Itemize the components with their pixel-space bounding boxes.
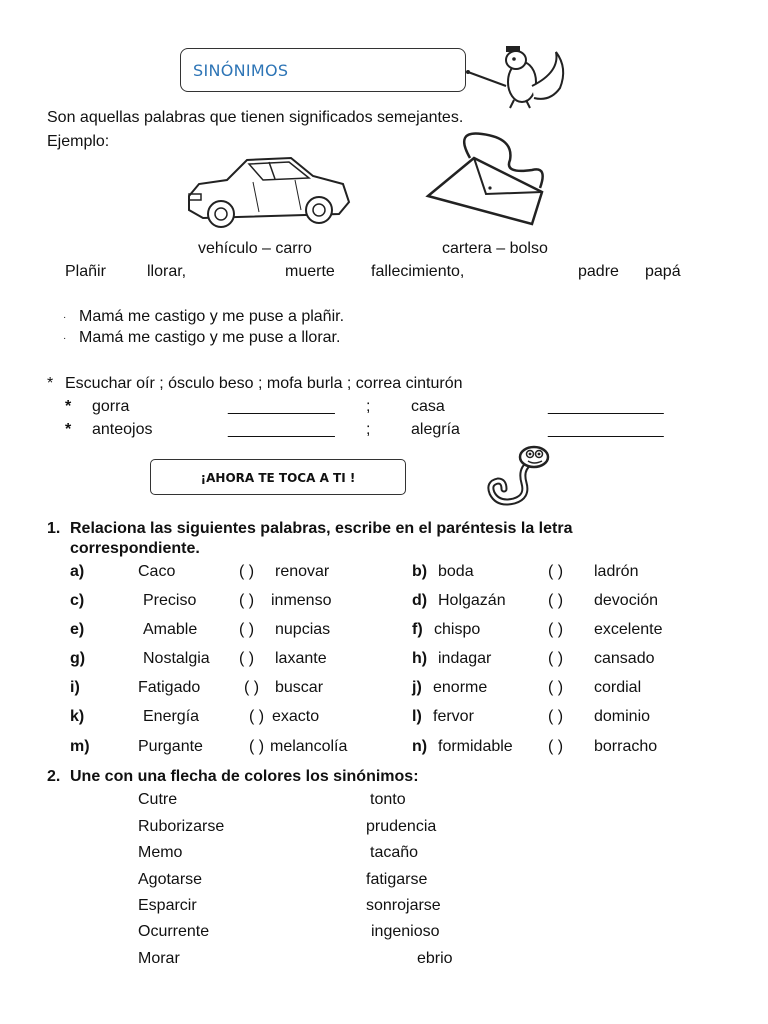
answer-paren[interactable]: ( ) (249, 708, 265, 725)
fill-row-word2: casa (411, 398, 445, 415)
match-word: ladrón (594, 563, 639, 580)
answer-paren[interactable]: ( ) (548, 679, 564, 696)
fill-row-separator: ; (366, 398, 371, 415)
item-letter: h) (412, 650, 428, 667)
fill-blank[interactable]: ____________ (228, 421, 335, 438)
fill-blank[interactable]: _____________ (548, 421, 664, 438)
right-word[interactable]: prudencia (366, 818, 437, 835)
match-word: melancolía (270, 738, 348, 755)
answer-paren[interactable]: ( ) (239, 650, 255, 667)
left-word[interactable]: Ruborizarse (138, 818, 225, 835)
right-word[interactable]: fatigarse (366, 871, 428, 888)
item-word: fervor (433, 708, 474, 725)
fill-row-word: anteojos (92, 421, 153, 438)
match-word: borracho (594, 738, 658, 755)
item-word: Energía (143, 708, 200, 725)
item-letter: f) (412, 621, 423, 638)
left-word[interactable]: Memo (138, 844, 183, 861)
item-letter: b) (412, 563, 428, 580)
answer-paren[interactable]: ( ) (239, 563, 255, 580)
item-letter: m) (70, 738, 90, 755)
match-word: dominio (594, 708, 651, 725)
item-word: enorme (433, 679, 488, 696)
item-letter: l) (412, 708, 422, 725)
bullet-marker: · (63, 333, 67, 344)
exercise-1-number: 1. (47, 520, 61, 537)
answer-paren[interactable]: ( ) (548, 738, 564, 755)
fill-blank[interactable]: _____________ (548, 398, 664, 415)
match-word: exacto (272, 708, 320, 725)
match-word: renovar (275, 563, 330, 580)
item-letter: k) (70, 708, 85, 725)
item-word: Purgante (138, 738, 203, 755)
left-word[interactable]: Morar (138, 950, 180, 967)
match-word: laxante (275, 650, 327, 667)
item-word: Holgazán (438, 592, 506, 609)
left-word[interactable]: Ocurrente (138, 923, 210, 940)
item-letter: d) (412, 592, 428, 609)
item-word: Amable (143, 621, 198, 638)
left-word[interactable]: Cutre (138, 791, 178, 808)
item-letter: c) (70, 592, 85, 609)
item-word: Nostalgia (143, 650, 210, 667)
item-word: formidable (438, 738, 513, 755)
answer-paren[interactable]: ( ) (548, 563, 564, 580)
cta-box (150, 459, 406, 495)
example-label: Ejemplo: (47, 133, 110, 150)
fill-blank[interactable]: ____________ (228, 398, 335, 415)
word-papa: papá (645, 263, 681, 280)
right-word[interactable]: ingenioso (371, 923, 440, 940)
answer-paren[interactable]: ( ) (548, 621, 564, 638)
match-word: devoción (594, 592, 659, 609)
answer-paren[interactable]: ( ) (239, 621, 255, 638)
answer-paren[interactable]: ( ) (239, 592, 255, 609)
match-word: cordial (594, 679, 642, 696)
fill-row-word2: alegría (411, 421, 460, 438)
answer-paren[interactable]: ( ) (244, 679, 260, 696)
bullet-marker: · (63, 312, 67, 323)
item-letter: i) (70, 679, 80, 696)
match-word: buscar (275, 679, 324, 696)
answer-paren[interactable]: ( ) (548, 708, 564, 725)
worm-mascot-icon (484, 443, 554, 511)
match-word: cansado (594, 650, 655, 667)
title-box (180, 48, 466, 92)
word-planir: Plañir (65, 263, 106, 280)
item-word: Fatigado (138, 679, 201, 696)
exercise-1-instruction-cont: correspondiente. (70, 540, 200, 557)
item-letter: j) (412, 679, 422, 696)
left-word[interactable]: Agotarse (138, 871, 203, 888)
cta-text: ¡AHORA TE TOCA A TI ! (200, 471, 356, 485)
word-padre: padre (578, 263, 619, 280)
example-pair-vehiculo: vehículo – carro (198, 240, 312, 257)
right-word[interactable]: sonrojarse (366, 897, 441, 914)
right-word[interactable]: ebrio (417, 950, 453, 967)
item-letter: a) (70, 563, 85, 580)
item-word: Preciso (143, 592, 197, 609)
fill-row-word: gorra (92, 398, 130, 415)
answer-paren[interactable]: ( ) (249, 738, 265, 755)
fill-row-separator: ; (366, 421, 371, 438)
word-llorar: llorar, (147, 263, 187, 280)
envelope-bag-icon (424, 130, 554, 230)
exercise-2-number: 2. (47, 768, 61, 785)
answer-paren[interactable]: ( ) (548, 650, 564, 667)
left-word[interactable]: Esparcir (138, 897, 197, 914)
match-word: inmenso (271, 592, 332, 609)
answer-paren[interactable]: ( ) (548, 592, 564, 609)
match-word: nupcias (275, 621, 331, 638)
exercise-2-instruction: Une con una flecha de colores los sinónimos: (70, 768, 419, 785)
definition-text: Son aquellas palabras que tienen significados semejantes. (47, 109, 464, 126)
page-title: SINÓNIMOS (193, 61, 289, 80)
item-word: boda (438, 563, 474, 580)
item-word: indagar (438, 650, 492, 667)
item-letter: g) (70, 650, 86, 667)
right-word[interactable]: tacaño (370, 844, 419, 861)
fill-row-marker: * (65, 421, 72, 438)
item-letter: e) (70, 621, 85, 638)
fill-row-marker: * (65, 398, 72, 415)
star-marker: * (47, 375, 54, 392)
synonym-examples-line: Escuchar oír ; ósculo beso ; mofa burla ; correa cinturón (65, 375, 463, 392)
item-word: chispo (434, 621, 481, 638)
item-word: Caco (138, 563, 176, 580)
word-fallecimiento: fallecimiento, (371, 263, 465, 280)
match-word: excelente (594, 621, 663, 638)
sentence-2: Mamá me castigo y me puse a llorar. (79, 329, 341, 346)
sentence-1: Mamá me castigo y me puse a plañir. (79, 308, 345, 325)
word-muerte: muerte (285, 263, 335, 280)
car-icon (183, 152, 353, 234)
exercise-1-instruction: Relaciona las siguientes palabras, escribe en el paréntesis la letra (70, 520, 573, 537)
item-letter: n) (412, 738, 428, 755)
right-word[interactable]: tonto (370, 791, 406, 808)
fox-mascot-icon (460, 42, 575, 110)
example-pair-cartera: cartera – bolso (442, 240, 548, 257)
